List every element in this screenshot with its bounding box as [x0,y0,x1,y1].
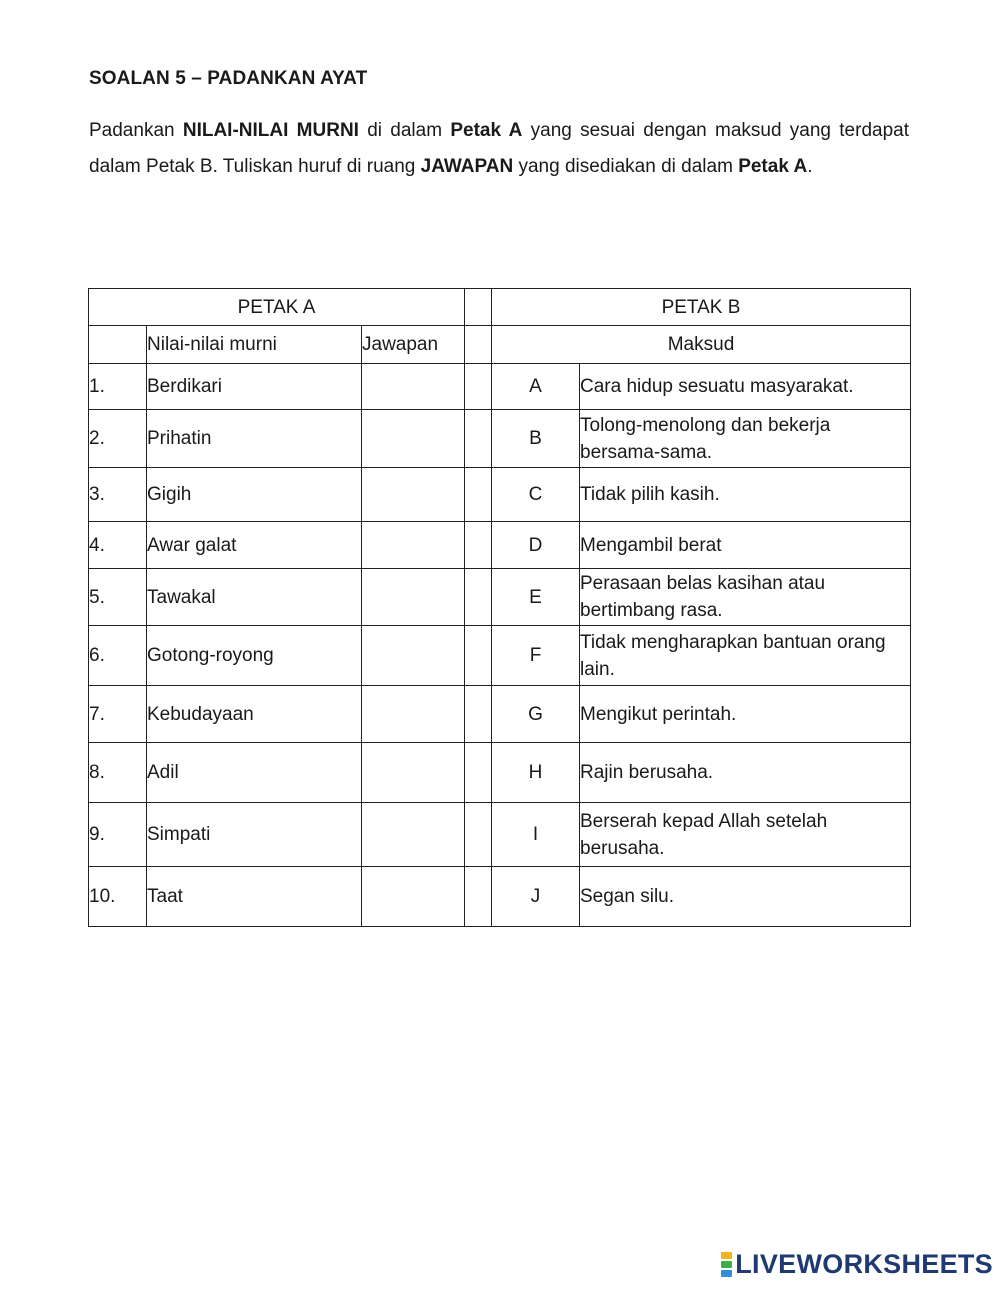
nilai-murni-cell: Simpati [147,803,362,867]
spacer-cell [465,569,492,626]
maksud-letter: F [492,626,580,686]
table-row [89,867,911,927]
maksud-letter: B [492,410,580,468]
jawapan-answer-cell[interactable] [362,364,465,410]
maksud-cell: Tolong-menolong dan bekerja bersama-sama. [580,410,911,468]
logo-icon [721,1251,732,1278]
maksud-letter: C [492,468,580,522]
table-row [89,686,911,743]
spacer-cell [465,410,492,468]
instruction-paragraph [89,113,909,185]
jawapan-answer-cell[interactable] [362,686,465,743]
maksud-letter: A [492,364,580,410]
spacer-cell [465,364,492,410]
jawapan-answer-cell[interactable] [362,626,465,686]
blank-header-cell [89,326,147,364]
column-header-jawapan: Jawapan [362,326,465,364]
page-title: SOALAN 5 – PADANKAN AYAT [89,68,368,89]
maksud-letter: J [492,867,580,927]
table-row [89,803,911,867]
instruction-bold-2: Petak A [450,120,523,141]
row-number: 8. [89,743,147,803]
spacer-cell [465,468,492,522]
nilai-murni-cell: Prihatin [147,410,362,468]
jawapan-answer-cell[interactable] [362,522,465,569]
instruction-text-5: . [807,156,813,177]
maksud-cell: Tidak mengharapkan bantuan orang lain. [580,626,911,686]
maksud-cell: Perasaan belas kasihan atau bertimbang rasa. [580,569,911,626]
jawapan-answer-cell[interactable] [362,410,465,468]
spacer-cell [465,743,492,803]
maksud-cell: Mengambil berat [580,522,911,569]
nilai-murni-cell: Gotong-royong [147,626,362,686]
nilai-murni-cell: Adil [147,743,362,803]
liveworksheets-logo [721,1249,993,1280]
table-row [89,743,911,803]
row-number: 9. [89,803,147,867]
row-number: 4. [89,522,147,569]
spacer-cell [465,803,492,867]
row-number: 5. [89,569,147,626]
jawapan-answer-cell[interactable] [362,867,465,927]
header-petak-a: PETAK A [89,289,465,326]
nilai-murni-cell: Taat [147,867,362,927]
nilai-murni-cell: Awar galat [147,522,362,569]
maksud-cell: Mengikut perintah. [580,686,911,743]
maksud-letter: D [492,522,580,569]
row-number: 7. [89,686,147,743]
table-row [89,522,911,569]
column-header-maksud: Maksud [492,326,911,364]
column-header-nilai: Nilai-nilai murni [147,326,362,364]
jawapan-answer-cell[interactable] [362,743,465,803]
instruction-text-3: yang sesuai dengan maksud yang terdapat dalam Petak B. Tuliskan huruf di ruang [89,120,909,177]
maksud-cell: Berserah kepad Allah setelah berusaha. [580,803,911,867]
spacer-cell [465,289,492,326]
spacer-cell [465,326,492,364]
maksud-cell: Segan silu. [580,867,911,927]
nilai-murni-cell: Kebudayaan [147,686,362,743]
row-number: 3. [89,468,147,522]
instruction-bold-3: JAWAPAN [420,156,514,177]
table-row [89,364,911,410]
table-row [89,626,911,686]
jawapan-answer-cell[interactable] [362,569,465,626]
maksud-letter: H [492,743,580,803]
instruction-bold-4: Petak A [738,156,808,177]
instruction-text-1: Padankan [89,120,183,141]
spacer-cell [465,626,492,686]
matching-table [88,288,911,927]
maksud-cell: Tidak pilih kasih. [580,468,911,522]
jawapan-answer-cell[interactable] [362,803,465,867]
maksud-letter: I [492,803,580,867]
logo-text: LIVEWORKSHEETS [735,1249,993,1279]
instruction-text-4: yang disediakan di dalam [513,156,739,177]
spacer-cell [465,522,492,569]
instruction-bold-1: NILAI-NILAI MURNI [182,120,359,141]
header-petak-b: PETAK B [492,289,911,326]
table-row [89,569,911,626]
nilai-murni-cell: Gigih [147,468,362,522]
nilai-murni-cell: Tawakal [147,569,362,626]
spacer-cell [465,686,492,743]
row-number: 2. [89,410,147,468]
row-number: 10. [89,867,147,927]
jawapan-answer-cell[interactable] [362,468,465,522]
table-row [89,410,911,468]
maksud-cell: Cara hidup sesuatu masyarakat. [580,364,911,410]
maksud-letter: E [492,569,580,626]
maksud-letter: G [492,686,580,743]
spacer-cell [465,867,492,927]
row-number: 1. [89,364,147,410]
row-number: 6. [89,626,147,686]
instruction-text-2: di dalam [358,120,451,141]
maksud-cell: Rajin berusaha. [580,743,911,803]
nilai-murni-cell: Berdikari [147,364,362,410]
table-row [89,468,911,522]
